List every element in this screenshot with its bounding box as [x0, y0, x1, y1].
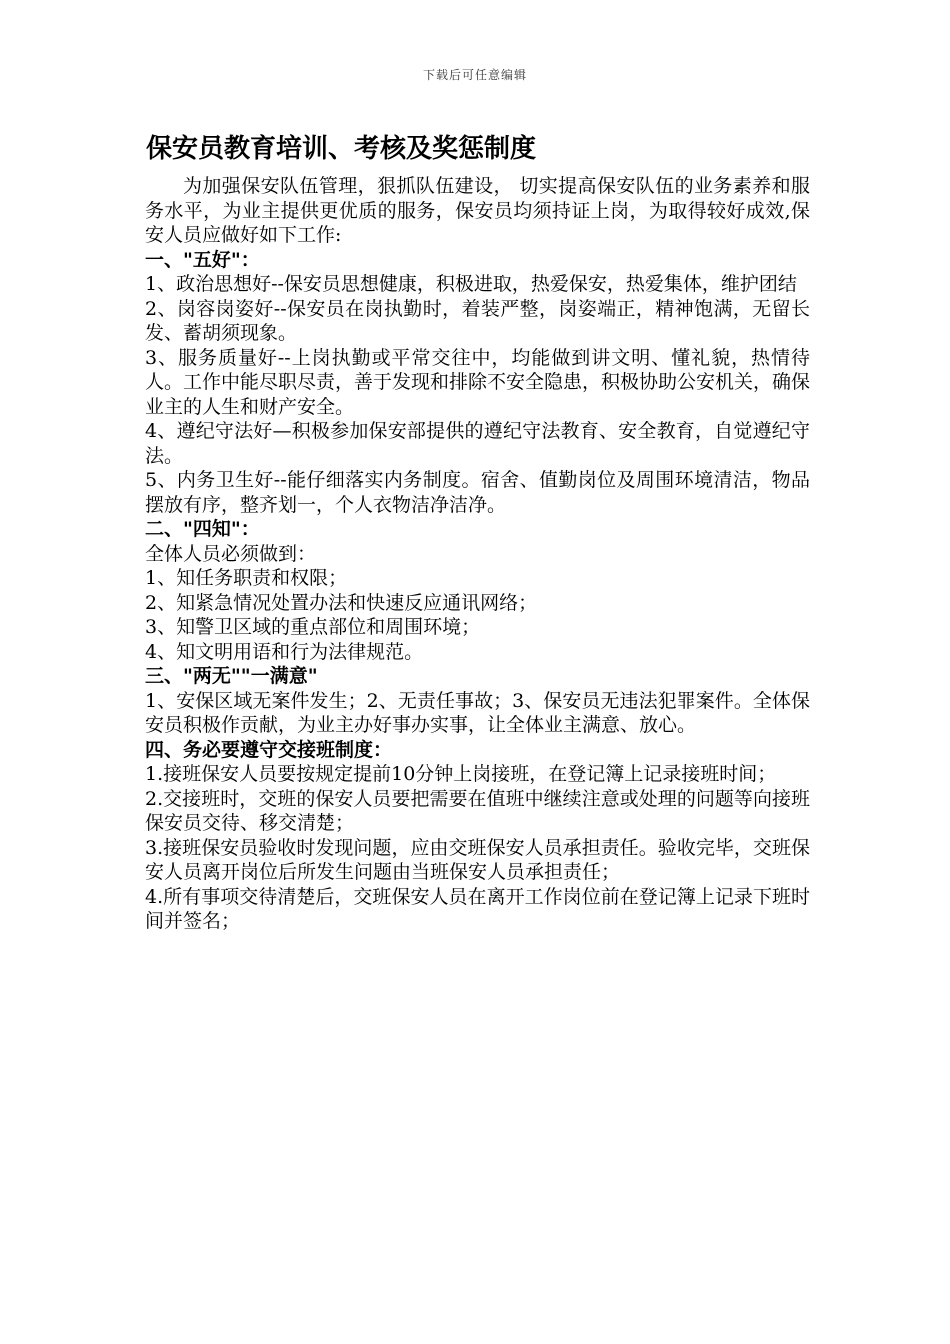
header-note: 下载后可任意编辑 [422, 68, 527, 82]
section-item: 2、岗容岗姿好--保安员在岗执勤时，着装严整，岗姿端正，精神饱满，无留长发、蓄胡须现象。 [145, 297, 810, 344]
section-heading-two-nos-one-satisfaction: 三、"两无""一满意" [145, 665, 318, 687]
section-heading-shift-handover: 四、务必要遵守交接班制度： [145, 738, 393, 761]
section-item: 1、政治思想好--保安员思想健康，积极进取，热爱保安，热爱集体，维护团结 [145, 273, 797, 295]
document-body [145, 174, 810, 934]
section-item: 3、服务质量好--上岗执勤或平常交往中，均能做到讲文明、懂礼貌，热情待人。工作中能尽职尽责，善于发现和排除不安全隐患，积极协助公安机关，确保业主的人生和财产安全。 [145, 346, 811, 418]
section-item: 3.接班保安员验收时发现问题，应由交班保安人员承担责任。验收完毕，交班保安人员离开岗位后所发生问题由当班保安人员承担责任； [145, 836, 810, 883]
section-item: 2.交接班时，交班的保安人员要把需要在值班中继续注意或处理的问题等向接班保安员交待、移交清楚； [145, 787, 810, 834]
section-item: 1、知任务职责和权限； [145, 567, 348, 589]
section-item: 全体人员必须做到： [145, 542, 317, 565]
document-title: 保安员教育培训、考核及奖惩制度 [146, 134, 537, 164]
section-item: 1.接班保安人员要按规定提前10分钟上岗接班，在登记簿上记录接班时间； [145, 763, 777, 785]
section-item: 3、知警卫区域的重点部位和周围环境； [145, 616, 481, 638]
intro-paragraph: 为加强保安队伍管理，狠抓队伍建设， 切实提高保安队伍的业务素养和服务水平，为业主提供更优质的服务，保安员均须持证上岗，为取得较好成效,保安人员应做好如下工作: [145, 175, 810, 246]
section-item: 1、安保区域无案件发生；2、无责任事故；3、保安员无违法犯罪案件。全体保安员积极作贡献，为业主办好事办实事，让全体业主满意、放心。 [145, 689, 810, 736]
section-item: 4.所有事项交待清楚后，交班保安人员在离开工作岗位前在登记簿上记录下班时间并签名； [145, 885, 810, 932]
section-item: 4、遵纪守法好—积极参加保安部提供的遵纪守法教育、安全教育，自觉遵纪守法。 [145, 420, 810, 467]
section-item: 2、知紧急情况处置办法和快速反应通讯网络； [145, 591, 538, 614]
section-heading-five-goods: 一、"五好"： [145, 248, 260, 271]
section-heading-four-knows: 二、"四知"： [145, 518, 260, 540]
section-item: 5、内务卫生好--能仔细落实内务制度。宿舍、值勤岗位及周围环境清洁，物品摆放有序，整齐划一，个人衣物洁净洁净。 [145, 469, 810, 516]
section-item: 4、知文明用语和行为法律规范。 [145, 640, 424, 663]
